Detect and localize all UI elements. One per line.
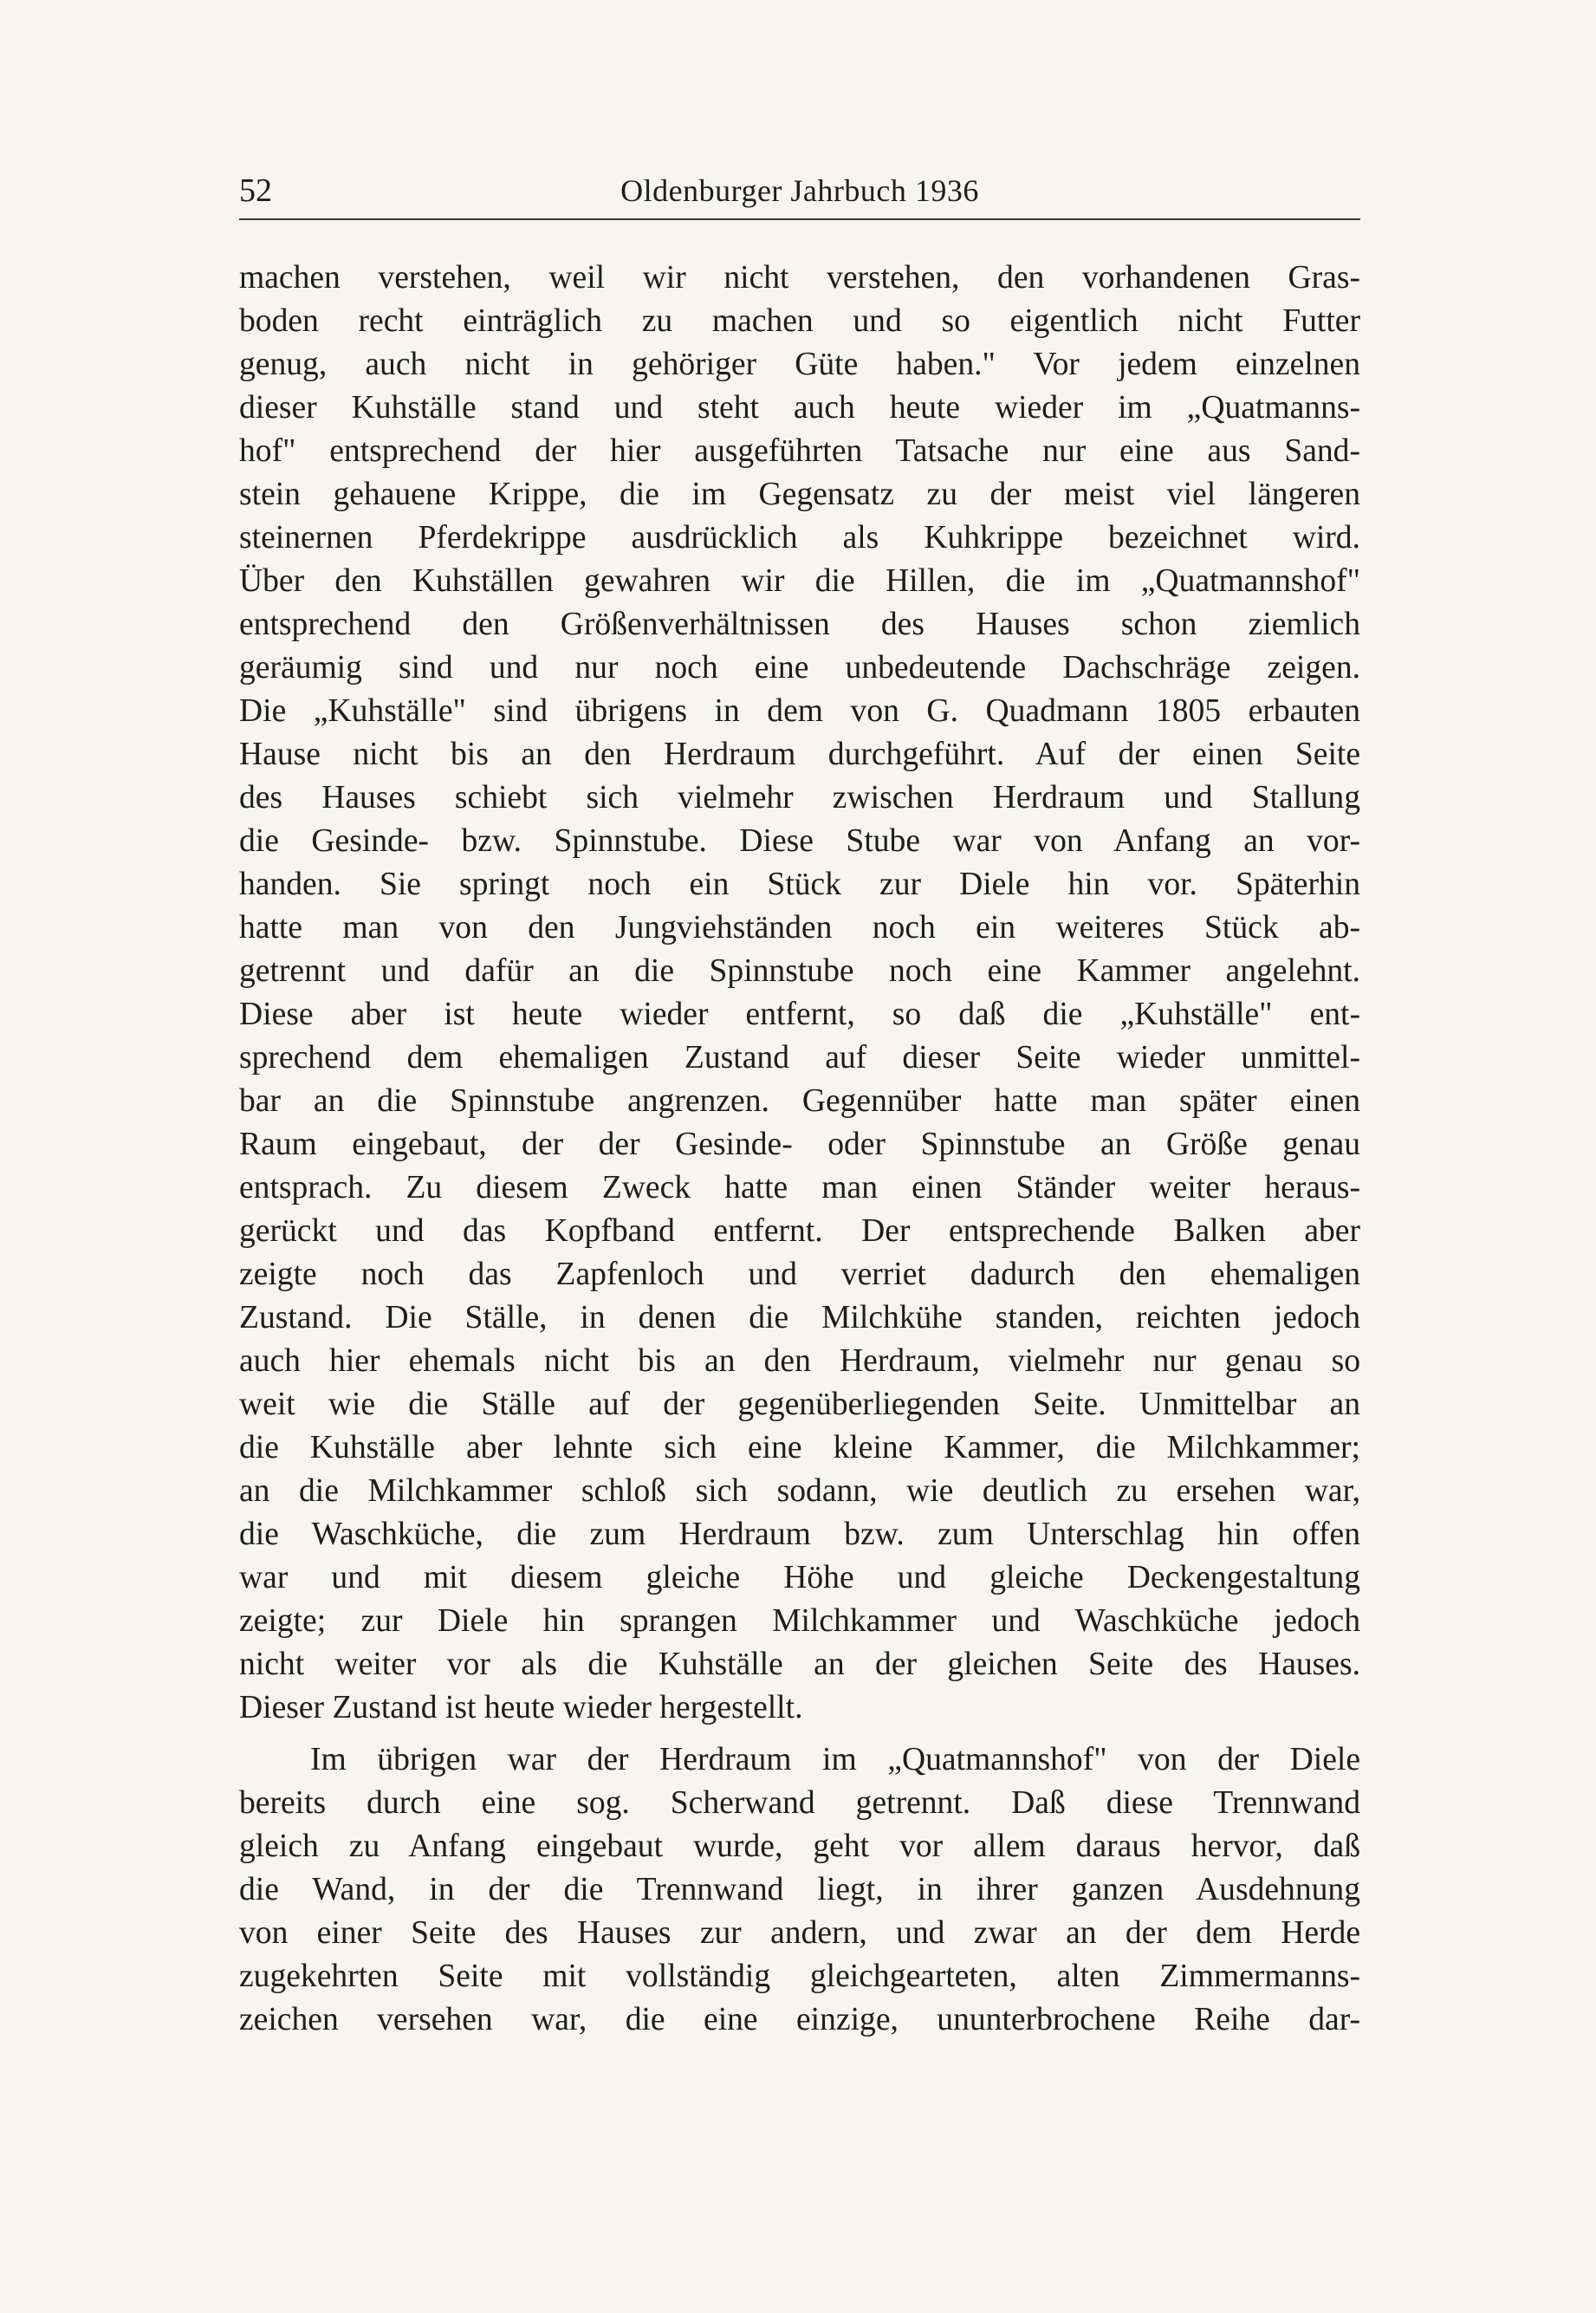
text-line: zugekehrten Seite mit vollständig gleichgearteten, alten Zimmermanns- bbox=[239, 1959, 1360, 1994]
text-line: getrennt und dafür an die Spinnstube noch eine Kammer angelehnt. bbox=[239, 953, 1360, 989]
text-line: geräumig sind und nur noch eine unbedeutende Dachschräge zeigen. bbox=[239, 650, 1360, 685]
page-number: 52 bbox=[239, 172, 272, 209]
text-line: boden recht einträglich zu machen und so eigentlich nicht Futter bbox=[239, 303, 1360, 339]
paragraph bbox=[239, 257, 1360, 1730]
running-title: Oldenburger Jahrbuch 1936 bbox=[620, 173, 979, 208]
text-line: machen verstehen, weil wir nicht verstehen, den vorhandenen Gras- bbox=[239, 260, 1360, 296]
text-line: gleich zu Anfang eingebaut wurde, geht vor allem daraus hervor, daß bbox=[239, 1829, 1360, 1864]
text-line: von einer Seite des Hauses zur andern, und zwar an der dem Herde bbox=[239, 1915, 1360, 1951]
text-line: die Gesinde- bzw. Spinnstube. Diese Stube war von Anfang an vor- bbox=[239, 823, 1360, 859]
text-line: Zustand. Die Ställe, in denen die Milchkühe standen, reichten jedoch bbox=[239, 1300, 1360, 1335]
text-line: war und mit diesem gleiche Höhe und gleiche Deckengestaltung bbox=[239, 1560, 1360, 1595]
text-line: auch hier ehemals nicht bis an den Herdraum, vielmehr nur genau so bbox=[239, 1343, 1360, 1379]
text-line: zeichen versehen war, die eine einzige, ununterbrochene Reihe dar- bbox=[239, 2002, 1360, 2037]
text-line: sprechend dem ehemaligen Zustand auf dieser Seite wieder unmittel- bbox=[239, 1040, 1360, 1075]
page-header bbox=[239, 170, 1360, 222]
text-line: stein gehauene Krippe, die im Gegensatz zu der meist viel längeren bbox=[239, 477, 1360, 512]
text-line: die Kuhställe aber lehnte sich eine kleine Kammer, die Milchkammer; bbox=[239, 1430, 1360, 1465]
text-line: entsprach. Zu diesem Zweck hatte man einen Ständer weiter heraus- bbox=[239, 1170, 1360, 1205]
text-line: bar an die Spinnstube angrenzen. Gegennüber hatte man später einen bbox=[239, 1083, 1360, 1119]
text-line: die Waschküche, die zum Herdraum bzw. zum Unterschlag hin offen bbox=[239, 1517, 1360, 1552]
text-line: dieser Kuhställe stand und steht auch heute wieder im „Quatmanns- bbox=[239, 390, 1360, 426]
text-line: steinernen Pferdekrippe ausdrücklich als Kuhkrippe bezeichnet wird. bbox=[239, 520, 1360, 556]
body-text bbox=[239, 257, 1360, 2042]
text-line: zeigte noch das Zapfenloch und verriet dadurch den ehemaligen bbox=[239, 1257, 1360, 1292]
text-line: die Wand, in der die Trennwand liegt, in ihrer ganzen Ausdehnung bbox=[239, 1872, 1360, 1907]
text-line: weit wie die Ställe auf der gegenüberliegenden Seite. Unmittelbar an bbox=[239, 1387, 1360, 1422]
text-line: Die „Kuhställe" sind übrigens in dem von G. Quadmann 1805 erbauten bbox=[239, 693, 1360, 729]
text-line: Hause nicht bis an den Herdraum durchgeführt. Auf der einen Seite bbox=[239, 737, 1360, 772]
text-line: bereits durch eine sog. Scherwand getrennt. Daß diese Trennwand bbox=[239, 1785, 1360, 1821]
text-line: des Hauses schiebt sich vielmehr zwischen Herdraum und Stallung bbox=[239, 780, 1360, 815]
text-line: Im übrigen war der Herdraum im „Quatmannshof" von der Diele bbox=[310, 1742, 1360, 1777]
text-line: nicht weiter vor als die Kuhställe an der gleichen Seite des Hauses. bbox=[239, 1647, 1360, 1682]
text-line: gerückt und das Kopfband entfernt. Der entsprechende Balken aber bbox=[239, 1213, 1360, 1249]
text-line: Raum eingebaut, der der Gesinde- oder Spinnstube an Größe genau bbox=[239, 1127, 1360, 1162]
header-rule bbox=[239, 218, 1360, 220]
text-line: genug, auch nicht in gehöriger Güte haben." Vor jedem einzelnen bbox=[239, 347, 1360, 382]
text-line: entsprechend den Größenverhältnissen des Hauses schon ziemlich bbox=[239, 607, 1360, 642]
text-line: zeigte; zur Diele hin sprangen Milchkammer und Waschküche jedoch bbox=[239, 1603, 1360, 1639]
text-line: Über den Kuhställen gewahren wir die Hillen, die im „Quatmannshof" bbox=[239, 563, 1360, 599]
text-line: Dieser Zustand ist heute wieder hergestellt. bbox=[239, 1690, 803, 1725]
text-line: handen. Sie springt noch ein Stück zur Diele hin vor. Späterhin bbox=[239, 867, 1360, 902]
paragraph bbox=[239, 1738, 1360, 2042]
text-line: hof" entsprechend der hier ausgeführten Tatsache nur eine aus Sand- bbox=[239, 433, 1360, 469]
text-line: an die Milchkammer schloß sich sodann, wie deutlich zu ersehen war, bbox=[239, 1473, 1360, 1509]
text-line: Diese aber ist heute wieder entfernt, so daß die „Kuhställe" ent- bbox=[239, 997, 1360, 1032]
text-line: hatte man von den Jungviehständen noch ein weiteres Stück ab- bbox=[239, 910, 1360, 945]
paragraph-gap bbox=[239, 1730, 1360, 1738]
